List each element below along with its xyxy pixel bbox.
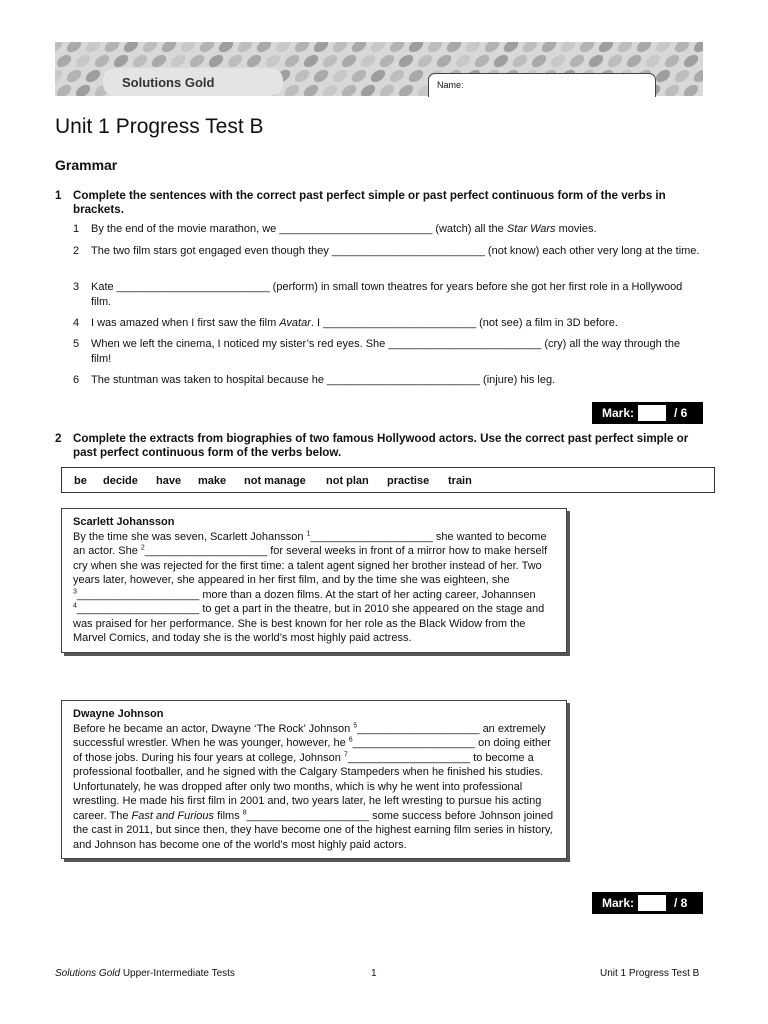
mark-label: Mark: [602,896,635,910]
question-1-instruction [55,189,705,217]
page-title: Unit 1 Progress Test B [55,115,264,138]
film-title-italic: Fast and Furious [131,809,215,822]
gap-number: 4 [73,602,77,610]
gap-number: 7 [343,750,348,758]
gap-number: 8 [242,808,247,816]
item-text: The stuntman was taken to hospital because he _________________________ (injure) his leg. [91,374,556,386]
gap-number: 3 [73,587,77,595]
item-number: 3 [73,281,80,293]
item-text: Kate _________________________ (perform) in small town theatres for years before she got her first role in a Hollywood film. [91,281,683,308]
gap-number: 5 [353,721,358,729]
bio-text: By the time she was seven, Scarlett Johansson $^1$____________________ she wanted to become an actor. She $^2$____________________ for several weeks in front of a mirror how to make herself cry when she was rejected for the first time: a talent agent signed her brother instead of her. Two years later, however, she appeared in her first film, and by the time she was eighteen, she $^3$____________________ more than a dozen films. At the start of her acting career, Johannsen $^4$____________________ to get a part in the theatre, but in 2010 she appeared on the stage and was praised for her performance. She is best known for her role as the Black Widow from the Marvel Comics, and today she is the world’s most highly paid actress. [73,529,548,644]
word-bank [61,467,715,493]
item-text: By the end of the movie marathon, we _________________________ (watch) all the [91,223,507,235]
section-heading: Grammar [55,157,118,173]
bio-box-scarlett [61,508,567,653]
bio-title: Scarlett Johansson [73,516,175,528]
name-field-box[interactable] [428,73,656,97]
bio-title: Dwayne Johnson [73,708,164,720]
footer-level: Upper-Intermediate Tests [120,968,235,979]
q1-item-5 [73,337,703,366]
item-text-end: . I _________________________ (not see) a film in 3D before. [310,317,618,329]
q1-item-2 [73,244,703,259]
item-text: The two film stars got engaged even though they _________________________ (not know) each other very long at the time. [91,245,700,257]
gap-number: 6 [348,736,353,744]
item-number: 6 [73,374,80,386]
word-bank-item: make [198,475,227,487]
bio-box-dwayne [61,700,567,859]
mark-box-q2 [592,892,703,914]
page-number: 1 [371,968,377,979]
word-bank-item: not plan [326,475,369,487]
brand-logo: Solutions Gold [122,75,215,90]
gap-number: 1 [306,529,311,537]
q1-item-1 [73,222,703,237]
item-text: I was amazed when I first saw the film [91,317,280,329]
item-italic: Star Wars [506,223,556,235]
mark-input[interactable] [638,895,666,911]
question-number: 2 [55,432,62,445]
word-bank-item: decide [103,475,138,487]
word-bank-item: not manage [244,475,306,487]
footer-left [55,968,235,979]
item-number: 1 [73,223,80,235]
question-text: Complete the extracts from biographies of two famous Hollywood actors. Use the correct past perfect simple or past perfect continuous form of the verbs below. [73,432,689,459]
item-italic: Avatar [279,317,311,329]
word-bank-item: practise [387,475,430,487]
mark-box-q1 [592,402,703,424]
gap-number: 2 [140,544,145,552]
q1-item-3 [73,280,703,309]
bio-text: Before he became an actor, Dwayne ‘The Rock’ Johnson $^5$____________________ an extremely successful wrestler. When he was younger, however, he $^6$____________________ on doing either of those jobs. During his four years at college, Johnson $^7$____________________ to become a professional footballer, and he signed with the Calgary Stampeders when he finished his studies. Unfortunately, he was dropped after only two months, which is why he went into professional wrestling. He made his first film in 2001 and, two years later, he left wresting to pursue his acting career. The Fast and Furious films $^8$____________________ some success before Johnson joined the cast in 2011, but since then, they have become one of the highest earning film series in history, and Johnson has become one of the world’s most highly paid actors. [73,721,554,851]
q1-item-4 [73,316,703,331]
question-text: Complete the sentences with the correct past perfect simple or past perfect continuous form of the verbs in brackets. [73,189,666,216]
mark-total: / 6 [674,406,688,420]
item-number: 4 [73,317,80,329]
item-text-end: movies. [555,223,597,235]
mark-input[interactable] [638,405,666,421]
question-number: 1 [55,189,62,202]
item-number: 2 [73,245,80,257]
footer-right: Unit 1 Progress Test B [600,968,700,979]
word-bank-item: be [74,475,87,487]
question-2-instruction [55,432,705,460]
name-label: Name: [437,80,464,90]
q1-item-6 [73,373,703,388]
footer-series: Solutions Gold [55,968,121,979]
item-text: When we left the cinema, I noticed my sister’s red eyes. She _________________________ (cry) all the way through the film! [91,338,681,365]
word-bank-item: train [448,475,472,487]
mark-total: / 8 [674,896,688,910]
word-bank-item: have [156,475,182,487]
item-number: 5 [73,338,80,350]
mark-label: Mark: [602,406,635,420]
